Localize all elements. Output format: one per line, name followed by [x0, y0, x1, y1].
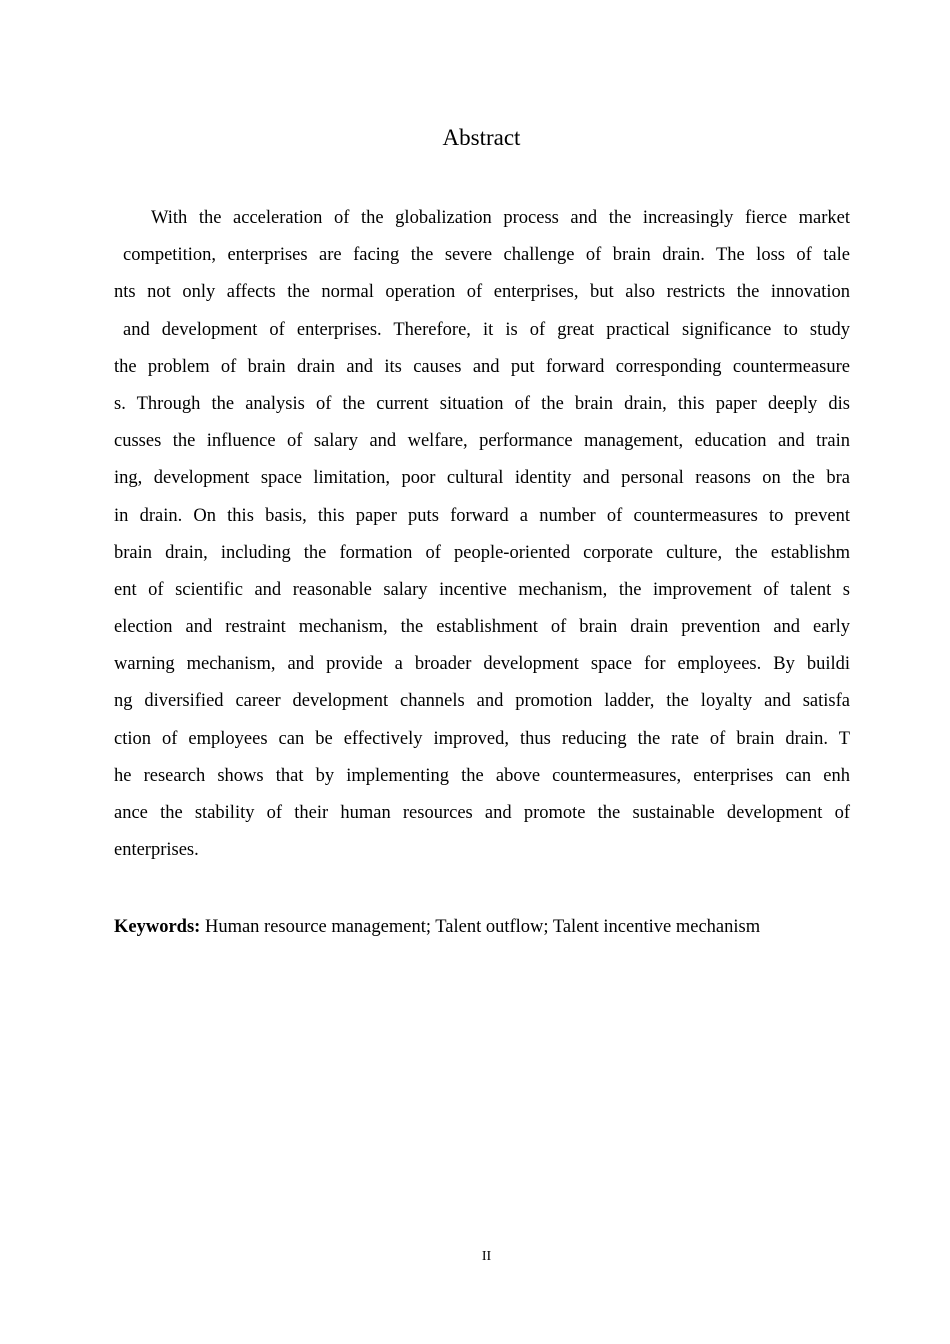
abstract-line: cusses the influence of salary and welfare, performance management, education and train — [114, 431, 850, 452]
abstract-line: and development of enterprises. Therefore, it is of great practical significance to study — [123, 319, 850, 340]
abstract-line: With the acceleration of the globalization process and the increasingly fierce market — [151, 208, 850, 228]
keywords-label: Keywords: — [114, 917, 201, 937]
abstract-line: ing, development space limitation, poor cultural identity and personal reasons on the bra — [114, 468, 850, 489]
keywords-text: Human resource management; Talent outflow; Talent incentive mechanism — [204, 917, 761, 937]
keywords-line — [114, 912, 850, 942]
abstract-line: in drain. On this basis, this paper puts forward a number of countermeasures to prevent — [114, 505, 850, 526]
abstract-line: nts not only affects the normal operation of enterprises, but also restricts the innovation — [114, 282, 850, 303]
abstract-line: ent of scientific and reasonable salary incentive mechanism, the improvement of talent s — [114, 579, 850, 600]
abstract-line: ction of employees can be effectively improved, thus reducing the rate of brain drain. T — [114, 728, 850, 749]
abstract-line: the problem of brain drain and its causes and put forward corresponding countermeasure — [114, 356, 850, 377]
abstract-line: brain drain, including the formation of people-oriented corporate culture, the establishm — [114, 542, 850, 563]
abstract-line: ance the stability of their human resources and promote the sustainable development of — [114, 803, 850, 823]
abstract-line: he research shows that by implementing the above countermeasures, enterprises can enh — [114, 765, 850, 786]
page-number: II — [481, 1249, 492, 1264]
abstract-line: competition, enterprises are facing the severe challenge of brain drain. The loss of tale — [123, 245, 850, 266]
abstract-line: s. Through the analysis of the current situation of the brain drain, this paper deeply dis — [114, 393, 850, 414]
abstract-line: ng diversified career development channels and promotion ladder, the loyalty and satisfa — [114, 691, 850, 712]
abstract-line: enterprises. — [114, 840, 199, 861]
abstract-line: warning mechanism, and provide a broader development space for employees. By buildi — [114, 654, 850, 675]
abstract-line: election and restraint mechanism, the establishment of brain drain prevention and early — [114, 617, 850, 638]
abstract-title: Abstract — [442, 125, 521, 150]
abstract-body — [114, 200, 850, 869]
